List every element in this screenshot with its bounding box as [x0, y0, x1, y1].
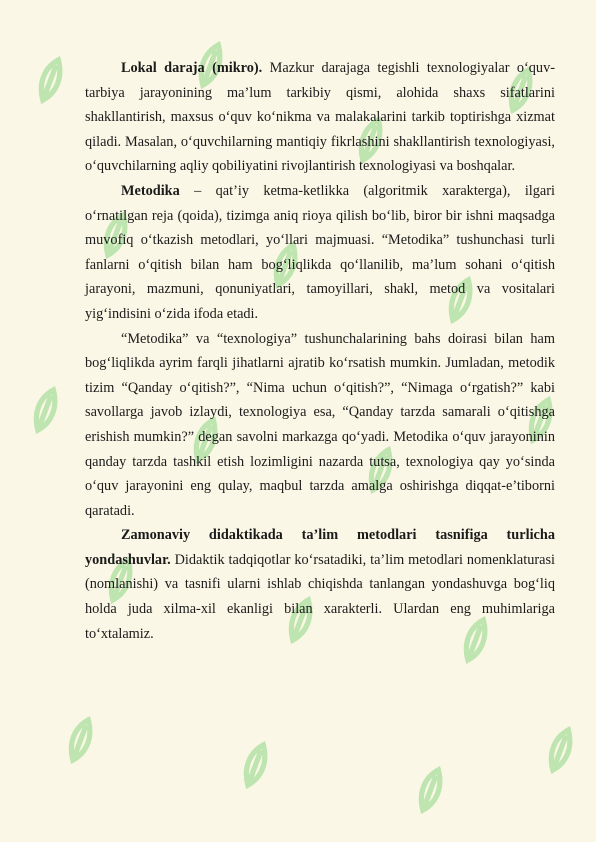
green-leaf-watermark-icon [534, 724, 589, 779]
document-body [85, 56, 555, 646]
green-leaf-watermark-icon [404, 764, 459, 819]
paragraph-text: Didaktik tadqiqotlar ko‘rsatadiki, ta’lim metodlari nomenklaturasi (nomlanishi) va tasnifi ularni ishlab chiqishda tanlangan yondashuvga bog‘liq holda juda xilma-xil ekanligi bilan xarakterli. Ulardan eng muhimlariga to‘xtalamiz. [85, 551, 555, 642]
paragraph-heading: Zamonaviy didaktikada ta’lim metodlari tasnifiga turlicha yondashuvlar. [85, 527, 555, 568]
paragraph-zamonaviy-didaktika [85, 523, 555, 646]
paragraph-metodika-texnologiya [85, 327, 555, 524]
paragraph-text: Mazkur darajaga tegishli texnologiyalar o‘quv-tarbiya jarayonining ma’lum tarkibiy qismi, alohida shaxs sifatlarini shakllantirish, maxsus o‘quv ko‘nikma va malakalarini tarkib toptirishga xizmat qiladi. Masalan, o‘quvchilarning mantiqiy fikrlashini shakllantirish texnologiyasi, o‘quvchilarning aqliy qobiliyatini rivojlantirish texnologiyasi va boshqalar. [85, 60, 555, 175]
paragraph-metodika [85, 179, 555, 327]
paragraph-lokal-daraja [85, 56, 555, 179]
paragraph-text: – qat’iy ketma-ketlikka (algoritmik xarakterga), ilgari o‘rnatilgan reja (qoida), tizimga aniq rioya qilish bo‘lib, biror bir ishni maqsadga muvofiq o‘tkazish metodlari, yo‘llari majmuasi. “Metodika” tushunchasi turli fanlarni o‘qitish bilan ham bog‘liqlikda qo‘llanilib, ma’lum sohani o‘qitish jarayoni, mazmuni, qonuniyatlari, tamoyillari, shakl, metod va vositalari yig‘indisini o‘zida ifoda etadi. [85, 182, 555, 322]
paragraph-heading: Metodika [121, 182, 180, 199]
paragraph-text: “Metodika” va “texnologiya” tushunchalarining bahs doirasi bilan ham bog‘liqlikda ayrim farqli jihatlarni ajratib ko‘rsatish mumkin. Jumladan, metodik tizim “Qanday o‘qitish?”, “Nima uchun o‘qitish?”, “Nimaga o‘rgatish?” kabi savollarga javob izlaydi, texnologiya esa, “Qanday tarzda samarali o‘qitishga erishish mumkin?” degan savolni markazga qo‘yadi. Metodika o‘quv jarayoninin qanday tarzda tashkil etish lozimligini nazarda tutsa, texnologiya qay yo‘sinda o‘quv jarayonini eng qulay, maqbul tarzda amalga oshirishga diqqat-e’tiborni qaratadi. [85, 330, 555, 519]
green-leaf-watermark-icon [19, 384, 74, 439]
green-leaf-watermark-icon [54, 714, 109, 769]
paragraph-heading: Lokal daraja (mikro). [121, 60, 263, 76]
green-leaf-watermark-icon [229, 739, 284, 794]
green-leaf-watermark-icon [24, 54, 79, 109]
